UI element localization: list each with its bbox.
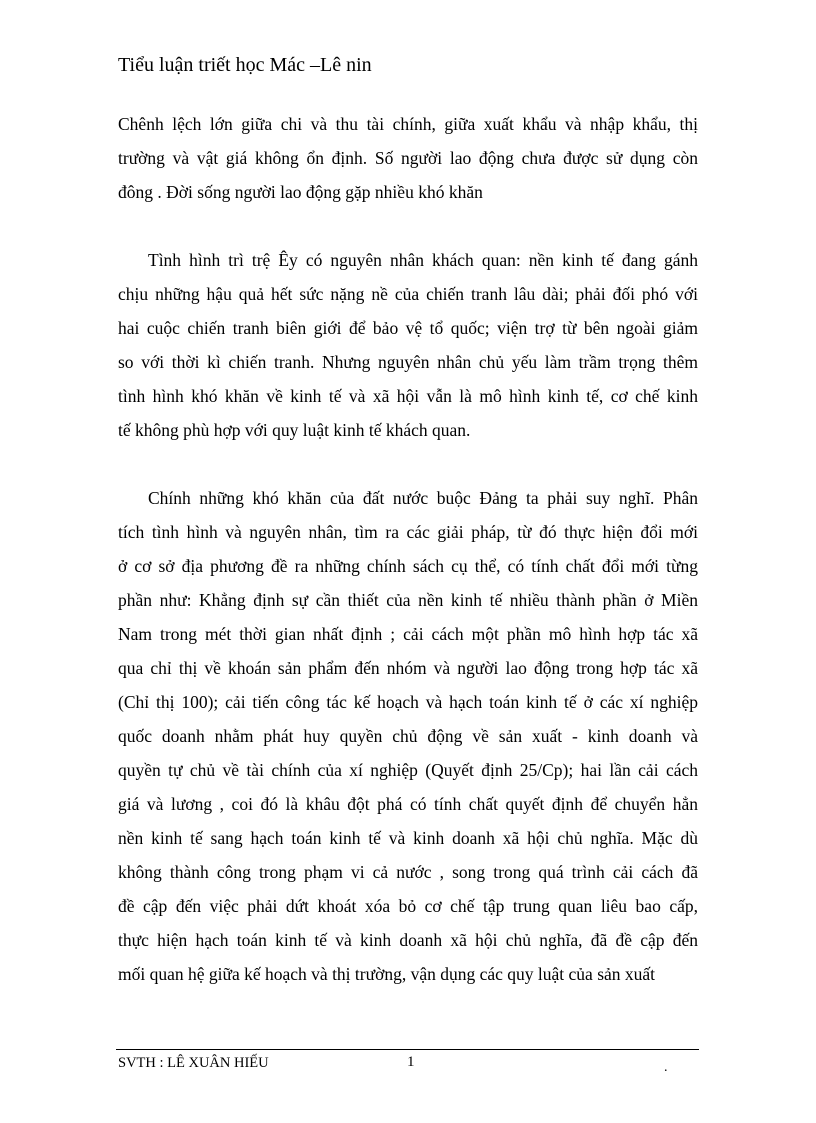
paragraph-line: thực hiện hạch toán kinh tế và kinh doanh xã hội chủ nghĩa, đã đề cập đến (118, 930, 698, 950)
footer-divider (116, 1049, 699, 1050)
page-number: 1 (407, 1054, 415, 1070)
paragraph-line: Chính những khó khăn của đất nước buộc Đảng ta phải suy nghĩ. Phân (148, 488, 698, 508)
paragraph-line: không thành công trong phạm vi cả nước , song trong quá trình cải cách đã (118, 862, 698, 882)
paragraph-line: Nam trong mét thời gian nhất định ; cải cách một phần mô hình hợp tác xã (118, 624, 698, 644)
page-header-title: Tiểu luận triết học Mác –Lê nin (118, 54, 372, 76)
paragraph-line: tích tình hình và nguyên nhân, tìm ra các giải pháp, từ đó thực hiện đổi mới (118, 522, 698, 542)
paragraph-line: Tình hình trì trệ Êy có nguyên nhân khách quan: nền kinh tế đang gánh (148, 250, 698, 270)
paragraph-line: đề cập đến việc phải dứt khoát xóa bỏ cơ chế tập trung quan liêu bao cấp, (118, 896, 698, 916)
paragraph-line: giá và lương , coi đó là khâu đột phá có tính chất quyết định để chuyển hẳn (118, 794, 698, 814)
paragraph-line: mối quan hệ giữa kế hoạch và thị trường, vận dụng các quy luật của sản xuất (118, 964, 656, 984)
paragraph-line: hai cuộc chiến tranh biên giới để bảo vệ tổ quốc; viện trợ từ bên ngoài giảm (118, 318, 698, 338)
paragraph-line: qua chỉ thị về khoán sản phẩm đến nhóm và người lao động trong hợp tác xã (118, 658, 698, 678)
footer-author: SVTH : LÊ XUÂN HIẾU (118, 1055, 269, 1071)
paragraph-line: nền kinh tế sang hạch toán kinh tế và kinh doanh xã hội chủ nghĩa. Mặc dù (118, 828, 698, 848)
paragraph-line: quốc doanh nhằm phát huy quyền chủ động về sản xuất - kinh doanh và (118, 726, 698, 746)
paragraph-line: ở cơ sở địa phương đề ra những chính sách cụ thể, có tính chất đổi mới từng (118, 556, 698, 576)
paragraph-line: phần như: Khẳng định sự cần thiết của nền kinh tế nhiều thành phần ở Miền (118, 590, 698, 610)
paragraph-line: đông . Đời sống người lao động gặp nhiều khó khăn (118, 182, 483, 202)
paragraph-line: tế không phù hợp với quy luật kinh tế khách quan. (118, 420, 471, 440)
paragraph-line: trường và vật giá không ổn định. Số người lao động chưa được sử dụng còn (118, 148, 698, 168)
paragraph-3 (118, 481, 698, 991)
paragraph-1 (118, 107, 698, 209)
paragraph-line: tình hình khó khăn về kinh tế và xã hội vẫn là mô hình kinh tế, cơ chế kinh (118, 386, 698, 406)
paragraph-line: (Chỉ thị 100); cải tiến công tác kế hoạch và hạch toán kinh tế ở các xí nghiệp (118, 692, 698, 712)
paragraph-2 (118, 243, 698, 447)
footer-trailing-mark: . (664, 1060, 668, 1075)
paragraph-line: quyền tự chủ về tài chính của xí nghiệp (Quyết định 25/Cp); hai lần cải cách (118, 760, 698, 780)
paragraph-line: so với thời kì chiến tranh. Nhưng nguyên nhân chủ yếu làm trầm trọng thêm (118, 352, 698, 372)
paragraph-line: chịu những hậu quả hết sức nặng nề của chiến tranh lâu dài; phải đối phó với (118, 284, 698, 304)
paragraph-line: Chênh lệch lớn giữa chi và thu tài chính, giữa xuất khẩu và nhập khẩu, thị (118, 114, 698, 134)
